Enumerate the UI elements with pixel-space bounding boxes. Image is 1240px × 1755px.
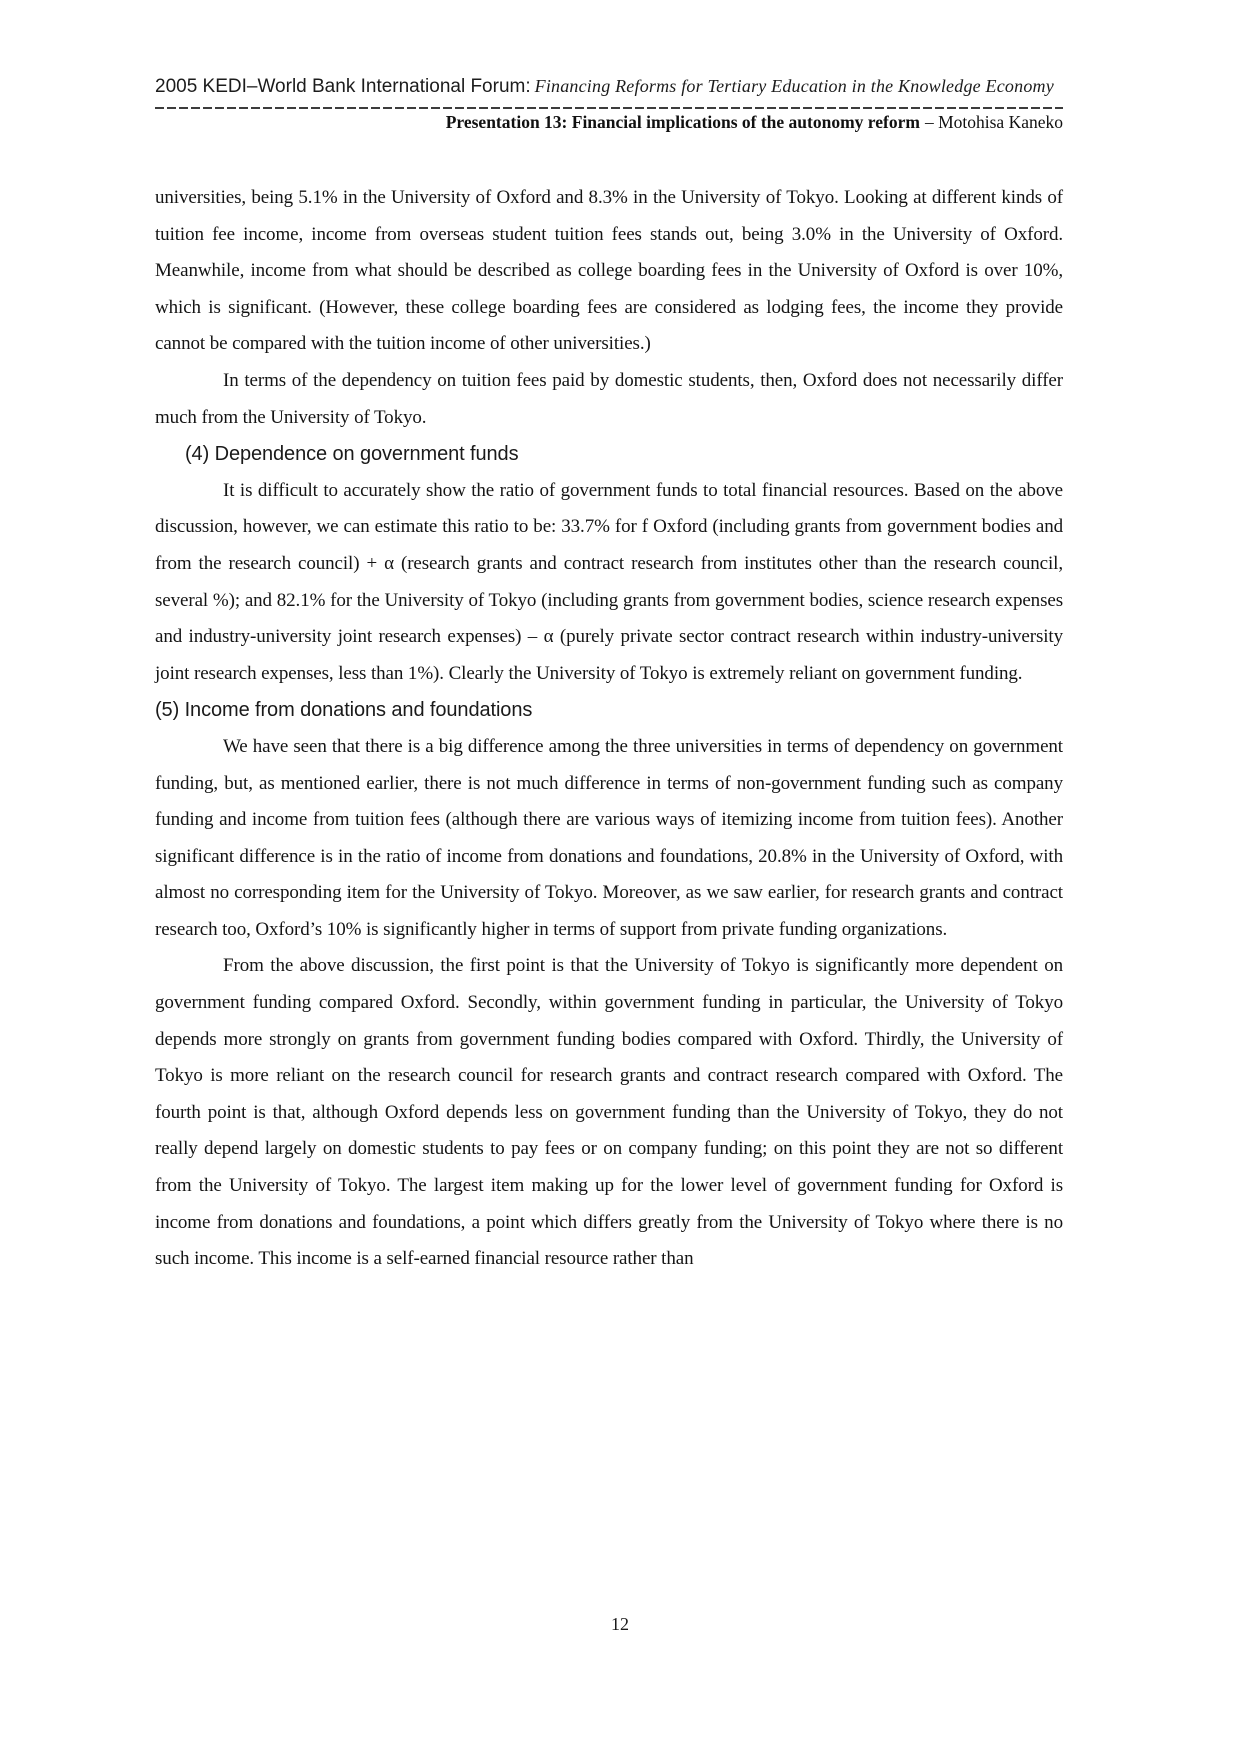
paragraph-5: From the above discussion, the first point is that the University of Tokyo is significantly more dependent on government funding compared Oxford. Secondly, within government funding in particular, the University of Tokyo depends more strongly on grants from government funding bodies compared with Oxford. Thirdly, the University of Tokyo is more reliant on the research council for research grants and contract research compared with Oxford. The fourth point is that, although Oxford depends less on government funding than the University of Tokyo, they do not really depend largely on domestic students to pay fees or on company funding; on this point they are not so different from the University of Tokyo. The largest item making up for the lower level of government funding for Oxford is income from donations and foundations, a point which differs greatly from the University of Tokyo where there is no such income. This income is a self-earned financial resource rather than [155,955,1063,1270]
forum-title-line [155,76,1063,98]
page-header [155,76,1063,133]
forum-title: 2005 KEDI–World Bank International Forum: [155,76,531,97]
presentation-author: – Motohisa Kaneko [924,112,1063,132]
presentation-title: Presentation 13: Financial implications of the autonomy reform [445,112,920,132]
page-number: 12 [611,1614,629,1634]
dashed-divider-rule [155,107,1063,109]
section-heading-5: (5) Income from donations and foundations [155,699,533,722]
paragraph-1: universities, being 5.1% in the University of Oxford and 8.3% in the University of Tokyo. Looking at different kinds of tuition fee income, income from overseas student tuition fees stands out, being 3.0% in the University of Oxford. Meanwhile, income from what should be described as college boarding fees in the University of Oxford is over 10%, which is significant. (However, these college boarding fees are considered as lodging fees, the income they provide cannot be compared with the tuition income of other universities.) [155,187,1063,355]
paragraph-2: In terms of the dependency on tuition fees paid by domestic students, then, Oxford does not necessarily differ much from the University of Tokyo. [155,369,1063,428]
section-heading-4: (4) Dependence on government funds [185,443,519,466]
forum-subtitle: Financing Reforms for Tertiary Education in the Knowledge Economy [534,76,1054,96]
document-body [155,180,1063,1278]
presentation-title-line [155,112,1063,133]
paragraph-3: It is difficult to accurately show the ratio of government funds to total financial resources. Based on the above discussion, however, we can estimate this ratio to be: 33.7% for f Oxford (including grants from government bodies and from the research council) + α (research grants and contract research from institutes other than the research council, several %); and 82.1% for the University of Tokyo (including grants from government bodies, science research expenses and industry-university joint research expenses) – α (purely private sector contract research within industry-university joint research expenses, less than 1%). Clearly the University of Tokyo is extremely reliant on government funding. [155,479,1063,684]
paragraph-4: We have seen that there is a big difference among the three universities in terms of dependency on government funding, but, as mentioned earlier, there is not much difference in terms of non-government funding such as company funding and income from tuition fees (although there are various ways of itemizing income from tuition fees). Another significant difference is in the ratio of income from donations and foundations, 20.8% in the University of Oxford, with almost no corresponding item for the University of Tokyo. Moreover, as we saw earlier, for research grants and contract research too, Oxford’s 10% is significantly higher in terms of support from private funding organizations. [155,735,1063,940]
